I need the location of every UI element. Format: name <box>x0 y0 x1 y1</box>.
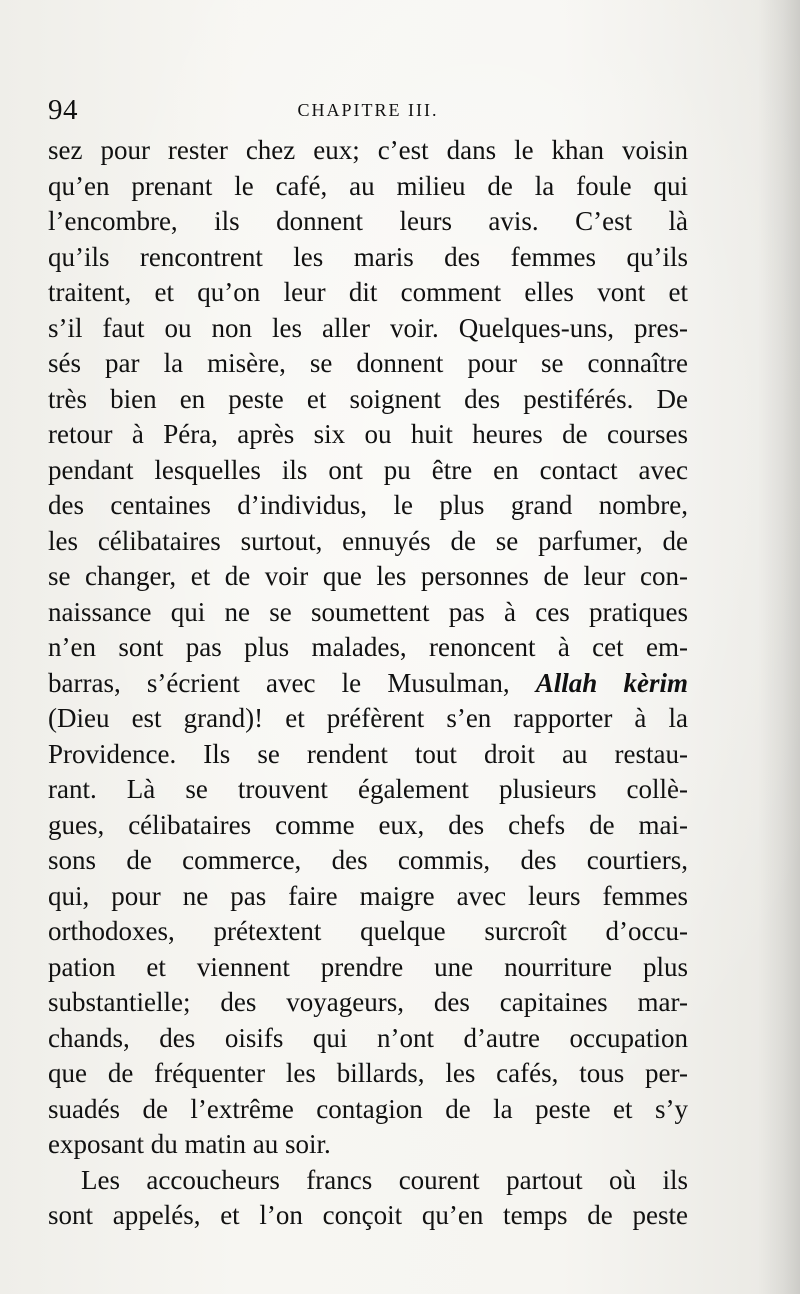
page-number: 94 <box>48 94 78 126</box>
text-line: se changer, et de voir que les personnes de leur con- <box>48 561 688 591</box>
text-line: sez pour rester chez eux; c’est dans le khan voisin <box>48 135 688 165</box>
running-head <box>48 96 688 136</box>
text-line: qu’ils rencontrent les maris des femmes qu’ils <box>48 241 688 272</box>
text-line: s’il faut ou non les aller voir. Quelques-uns, pres- <box>48 312 688 343</box>
text-line: naissance qui ne se soumettent pas à ces pratiques <box>48 596 688 627</box>
chapter-heading: CHAPITRE III. <box>297 100 439 120</box>
text-line: l’encombre, ils donnent leurs avis. C’est là <box>48 206 688 236</box>
text-line: sont appelés, et l’on conçoit qu’en temps de peste <box>48 1200 688 1230</box>
text-line: retour à Péra, après six ou huit heures de courses <box>48 419 688 449</box>
body-text <box>48 133 688 1234</box>
text-line: très bien en peste et soignent des pestiférés. De <box>48 383 688 414</box>
text-line: orthodoxes, prétextent quelque surcroît d’occu- <box>48 916 688 946</box>
text-line: pendant lesquelles ils ont pu être en contact avec <box>48 454 688 485</box>
text-line: pation et viennent prendre une nourriture plus <box>48 951 688 982</box>
text-line: Les accoucheurs francs courent partout où ils <box>81 1164 688 1195</box>
text-line: substantielle; des voyageurs, des capitaines mar- <box>48 987 688 1017</box>
text-line-content: barras, s’écrient avec le Musulman, <box>48 667 536 698</box>
text-line: chands, des oisifs qui n’ont d’autre occupation <box>48 1022 688 1053</box>
text-line: sons de commerce, des commis, des courtiers, <box>48 845 688 875</box>
text-line: des centaines d’individus, le plus grand nombre, <box>48 490 688 520</box>
text-line: gues, célibataires comme eux, des chefs de mai- <box>48 809 688 840</box>
emphasized-phrase: Allah kèrim <box>535 667 688 698</box>
text-line: traitent, et qu’on leur dit comment elles vont et <box>48 277 688 307</box>
text-line: Providence. Ils se rendent tout droit au restau- <box>48 738 688 769</box>
text-line: les célibataires surtout, ennuyés de se parfumer, de <box>48 525 688 556</box>
text-line <box>48 666 688 702</box>
text-line: que de fréquenter les billards, les cafés, tous per- <box>48 1058 688 1088</box>
text-line: suadés de l’extrême contagion de la peste et s’y <box>48 1093 688 1124</box>
text-line: n’en sont pas plus malades, renoncent à cet em- <box>48 632 688 662</box>
text-line: exposant du matin au soir. <box>48 1129 331 1159</box>
text-line: qui, pour ne pas faire maigre avec leurs femmes <box>48 880 688 911</box>
text-line: rant. Là se trouvent également plusieurs collè- <box>48 774 688 804</box>
text-line: (Dieu est grand)! et préfèrent s’en rapporter à la <box>48 703 688 733</box>
text-line: sés par la misère, se donnent pour se connaître <box>48 348 688 378</box>
text-line: qu’en prenant le café, au milieu de la foule qui <box>48 170 688 201</box>
